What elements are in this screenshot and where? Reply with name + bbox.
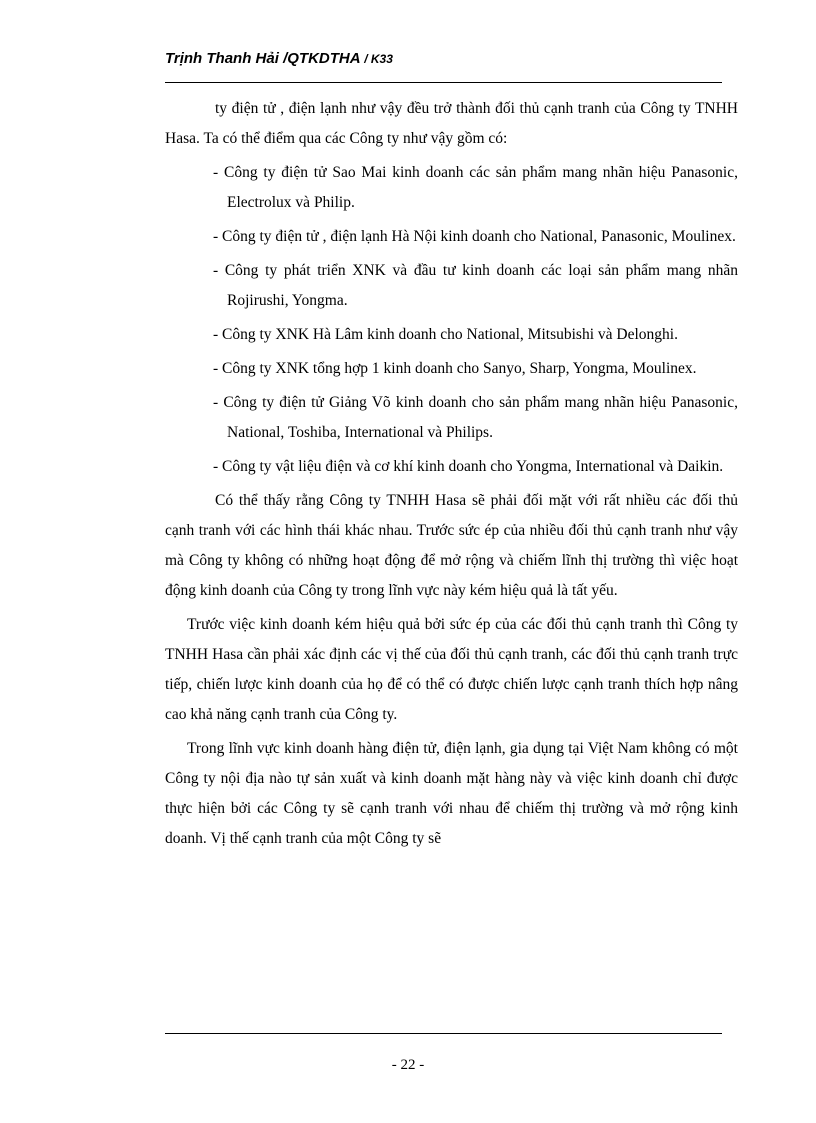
body-text: [165, 94, 738, 854]
list-item: - Công ty XNK tổng hợp 1 kinh doanh cho Sanyo, Sharp, Yongma, Moulinex.: [213, 360, 697, 377]
running-header: [165, 50, 725, 67]
list-item: - Công ty vật liệu điện và cơ khí kinh doanh cho Yongma, International và Daikin.: [213, 458, 724, 475]
paragraph-2: Trước việc kinh doanh kém hiệu quả bởi sức ép của các đối thủ cạnh tranh thì Công ty TNHH Hasa cần phải xác định các vị thế của đối thủ cạnh tranh, các đối thủ cạnh tranh trực tiếp, chiến lược kinh doanh của họ để có thể có được chiến lược cạnh tranh thích hợp nâng cao khả năng cạnh tranh của Công ty.: [165, 616, 738, 723]
header-course: /QTKDTHA: [283, 50, 361, 67]
paragraph-1: Có thể thấy rằng Công ty TNHH Hasa sẽ phải đối mặt với rất nhiều các đối thủ cạnh tranh với các hình thái khác nhau. Trước sức ép của nhiều đối thủ cạnh tranh như vậy mà Công ty không có những hoạt động để mở rộng và chiếm lĩnh thị trường thì việc hoạt động kinh doanh của Công ty trong lĩnh vực này kém hiệu quả là tất yếu.: [165, 492, 738, 599]
list-item: - Công ty điện tử Sao Mai kinh doanh các sản phẩm mang nhãn hiệu Panasonic, Electrolux và Philip.: [213, 164, 738, 211]
header-class: / K33: [364, 52, 393, 66]
header-author: Trịnh Thanh Hải: [165, 50, 279, 67]
paragraph-3: Trong lĩnh vực kinh doanh hàng điện tử, điện lạnh, gia dụng tại Việt Nam không có một Công ty nội địa nào tự sản xuất và kinh doanh mặt hàng này và việc kinh doanh chỉ được thực hiện bởi các Công ty sẽ cạnh tranh với nhau để chiếm thị trường và mở rộng kinh doanh. Vị thế cạnh tranh của một Công ty sẽ: [165, 740, 738, 847]
footer-rule: [165, 1033, 722, 1034]
page-number: - 22 -: [391, 1057, 425, 1073]
competitor-list: [213, 158, 738, 482]
list-item: - Công ty phát triển XNK và đầu tư kinh doanh các loại sản phẩm mang nhãn Rojirushi, Yongma.: [213, 262, 738, 309]
list-item: - Công ty điện tử Giảng Võ kinh doanh cho sản phẩm mang nhãn hiệu Panasonic, National, Toshiba, International và Philips.: [213, 394, 738, 441]
list-item: - Công ty XNK Hà Lâm kinh doanh cho National, Mitsubishi và Delonghi.: [213, 326, 678, 343]
intro-paragraph: ty điện tử , điện lạnh như vậy đều trở thành đối thủ cạnh tranh của Công ty TNHH Hasa. Ta có thể điểm qua các Công ty như vậy gồm có:: [165, 100, 738, 147]
header-rule: [165, 82, 722, 83]
list-item: - Công ty điện tử , điện lạnh Hà Nội kinh doanh cho National, Panasonic, Moulinex.: [213, 228, 736, 245]
